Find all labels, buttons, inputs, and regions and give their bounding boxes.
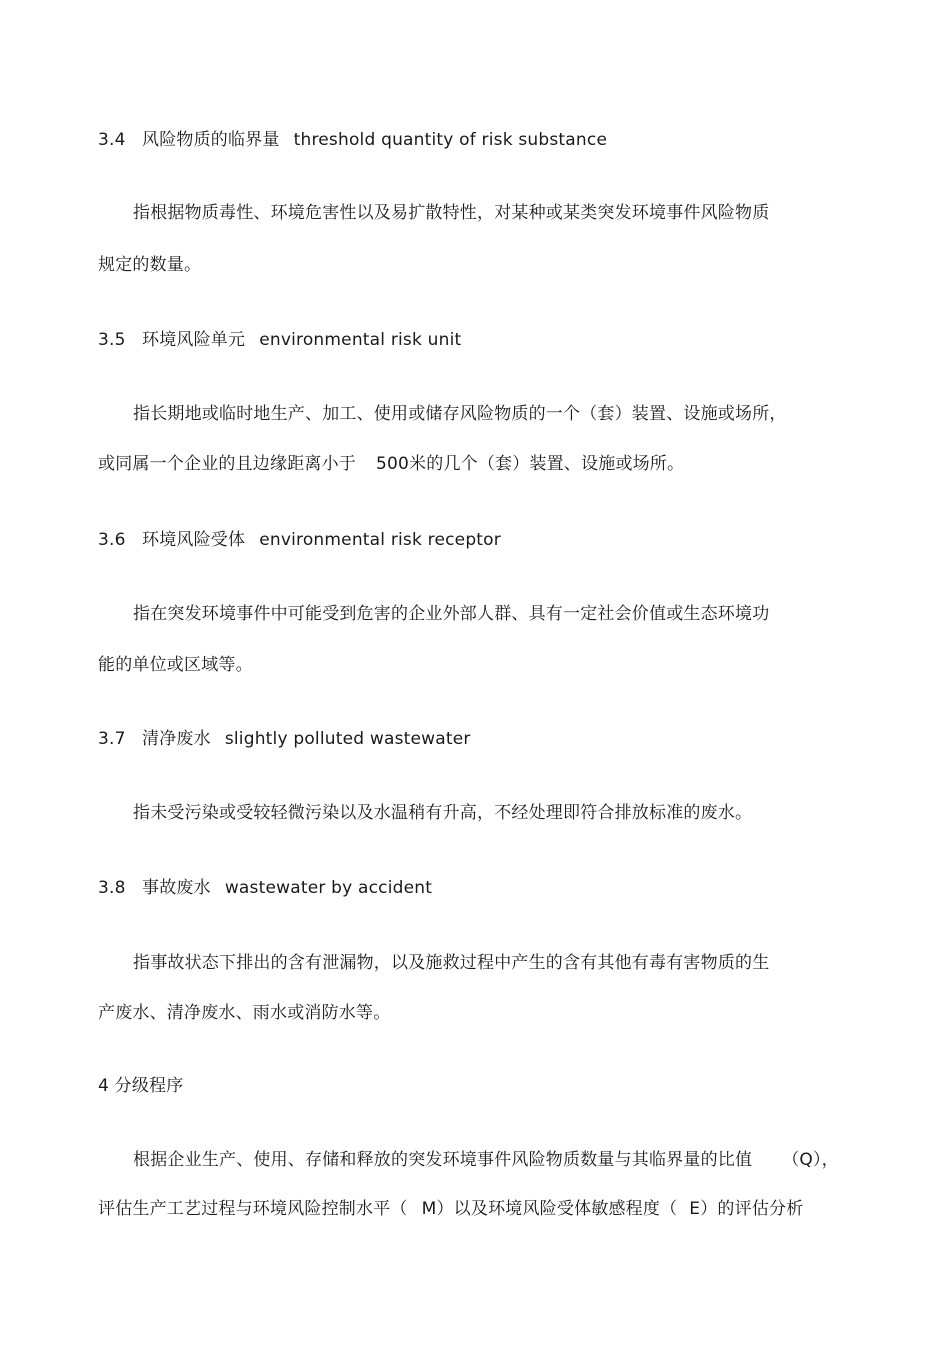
body-text: 500米的几个（套）装置、设施或场所。: [376, 454, 685, 474]
chapter-4-body-line-1: [133, 1149, 839, 1171]
term-english: wastewater by accident: [224, 878, 433, 898]
term-chinese: 清净废水: [142, 729, 211, 749]
section-3-5-body-line-2: [98, 453, 684, 475]
chapter-4-heading: 4 分级程序: [98, 1076, 184, 1096]
body-text: 根据企业生产、使用、存储和释放的突发环境事件风险物质数量与其临界量的比值: [133, 1150, 753, 1170]
body-text: M）以及环境风险受体敏感程度（: [421, 1199, 678, 1219]
section-number: 3.6: [98, 530, 126, 550]
section-3-4-body-line-1: 指根据物质毒性、环境危害性以及易扩散特性，对某种或某类突发环境事件风险物质: [133, 203, 770, 223]
section-3-8-body-line-1: 指事故状态下排出的含有泄漏物，以及施救过程中产生的含有其他有毒有害物质的生: [133, 953, 770, 973]
section-3-7-heading: [98, 728, 471, 750]
body-text: 或同属一个企业的且边缘距离小于: [98, 454, 356, 474]
section-3-8-body-line-2: 产废水、清净废水、雨水或消防水等。: [98, 1003, 391, 1023]
section-3-4-body-line-2: 规定的数量。: [98, 255, 202, 275]
body-text: 评估生产工艺过程与环境风险控制水平（: [98, 1199, 408, 1219]
section-3-6-heading: [98, 529, 501, 551]
term-chinese: 环境风险单元: [142, 330, 246, 350]
section-3-6-body-line-2: 能的单位或区域等。: [98, 655, 253, 675]
chapter-4-body-line-2: [98, 1198, 803, 1220]
section-number: 3.4: [98, 130, 126, 150]
section-number: 3.5: [98, 330, 126, 350]
section-3-5-heading: [98, 329, 461, 351]
section-3-5-body-line-1: 指长期地或临时地生产、加工、使用或储存风险物质的一个（套）装置、设施或场所，: [133, 404, 787, 424]
term-chinese: 事故废水: [142, 878, 211, 898]
term-chinese: 风险物质的临界量: [142, 130, 280, 150]
term-english: environmental risk unit: [259, 330, 462, 350]
section-3-7-body-line-1: 指未受污染或受较轻微污染以及水温稍有升高，不经处理即符合排放标准的废水。: [133, 803, 753, 823]
term-english: threshold quantity of risk substance: [293, 130, 608, 150]
section-number: 3.8: [98, 878, 126, 898]
section-3-4-heading: [98, 129, 607, 151]
section-number: 3.7: [98, 729, 126, 749]
term-chinese: 环境风险受体: [142, 530, 246, 550]
section-3-8-heading: [98, 877, 432, 899]
term-english: slightly polluted wastewater: [224, 729, 471, 749]
body-text: （Q），: [782, 1150, 839, 1170]
term-english: environmental risk receptor: [259, 530, 501, 550]
body-text: E）的评估分析: [689, 1199, 804, 1219]
section-3-6-body-line-1: 指在突发环境事件中可能受到危害的企业外部人群、具有一定社会价值或生态环境功: [133, 604, 770, 624]
